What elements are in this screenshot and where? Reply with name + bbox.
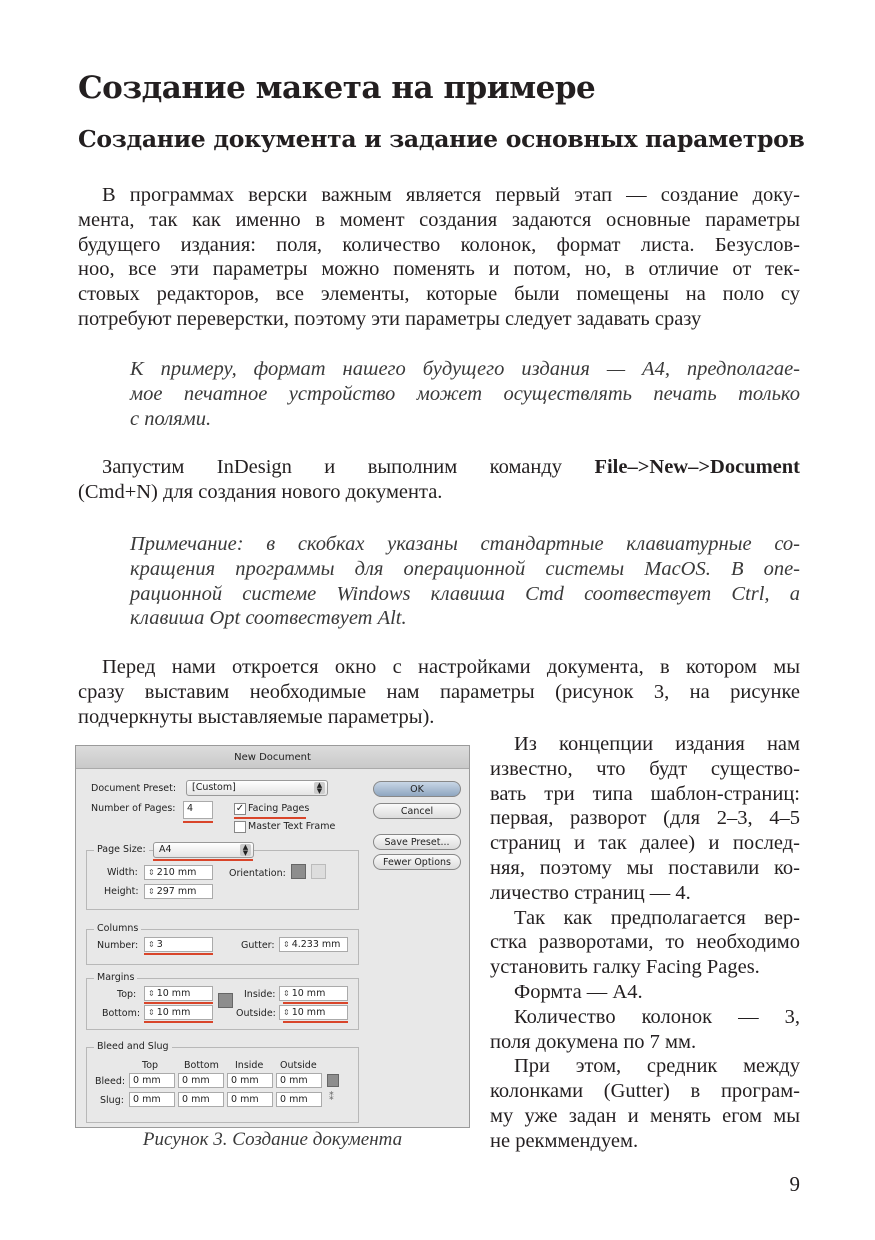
figure-caption: Рисунок 3. Создание документа [142,1129,403,1150]
number-of-pages-input[interactable]: 4 [183,801,213,819]
portrait-orientation-icon[interactable] [291,864,306,879]
text-line: подчеркнуты выставляемые параметры). [78,705,435,728]
highlight-underline [283,1021,348,1023]
bleed-slug-group-label: Bleed and Slug [94,1041,172,1052]
slug-outside-input[interactable]: 0 mm [276,1092,322,1107]
gutter-label: Gutter: [241,940,275,951]
number-of-pages-label: Number of Pages: [91,803,176,814]
paragraph-command [78,455,800,505]
input-value: 297 mm [156,886,197,897]
text-line: клавиша Opt соотвествует Alt. [130,607,407,630]
width-label: Width: [107,867,138,878]
text-line: колонками (Gutter) в програм- [490,1080,800,1103]
text-line: (Cmd+N) для создания нового документа. [78,480,443,503]
bleed-header-outside: Outside [280,1060,317,1071]
margin-inside-label: Inside: [244,989,276,1000]
margin-outside-input[interactable]: ⇕ 10 mm [279,1005,348,1020]
text-line: мента, так как именно в момент создания задаются основные параметры [78,208,800,231]
text-line: В программах верски важным является первый этап — создание доку- [102,184,800,206]
text-line: личество страниц — 4. [490,881,691,904]
text-line: рационной системе Windows клавиша Cmd соотвествует Ctrl, а [130,582,800,605]
master-text-frame-checkbox[interactable] [234,821,246,833]
bleed-outside-input[interactable]: 0 mm [276,1073,322,1088]
text-line: страниц и так далее) и послед- [490,832,800,855]
bleed-label: Bleed: [95,1076,126,1087]
section-title: Создание документа и задание основных параметров [78,125,805,153]
side-paragraph [490,732,800,906]
side-paragraph [490,1005,800,1055]
paragraph-intro [78,183,800,332]
page-title: Создание макета на примере [78,70,596,106]
slug-inside-input[interactable]: 0 mm [227,1092,273,1107]
input-value: 210 mm [156,867,197,878]
highlight-underline [144,1021,213,1023]
text-line: няя, поэтому мы поставили ко- [490,856,800,879]
height-input[interactable]: ⇕ 297 mm [144,884,213,899]
slug-label: Slug: [100,1095,124,1106]
chain-link-icon[interactable] [327,1074,339,1087]
text-line: стовых редакторов, все элементы, которые были помещены на поло су [78,283,800,306]
text-span: Запустим InDesign и выполним команду [102,456,563,478]
document-preset-label: Document Preset: [91,783,177,794]
facing-pages-label: Facing Pages [248,803,310,814]
columns-number-input[interactable]: ⇕ 3 [144,937,213,952]
highlight-underline [283,1002,348,1004]
side-column [490,732,800,1154]
height-label: Height: [104,886,139,897]
input-value: 10 mm [291,988,326,999]
text-line: кращения программы для операционной системы MacOS. В опе- [130,557,800,580]
margin-inside-input[interactable]: ⇕ 10 mm [279,986,348,1001]
select-value: [Custom] [192,782,236,793]
highlight-underline [144,953,213,955]
text-line: Примечание: в скобках указаны стандартные клавиатурные со- [130,533,800,555]
highlight-underline [183,821,213,823]
margin-outside-label: Outside: [236,1008,276,1019]
slug-bottom-input[interactable]: 0 mm [178,1092,224,1107]
width-input[interactable]: ⇕ 210 mm [144,865,213,880]
text-line: будущего издания: поля, количество колонок, формат листа. Безуслов- [78,233,800,256]
chain-link-broken-icon[interactable]: ⁑ [329,1092,334,1103]
bleed-header-inside: Inside [235,1060,264,1071]
bleed-header-bottom: Bottom [184,1060,219,1071]
side-paragraph [490,1054,800,1153]
chevron-updown-icon: ▲ ▼ [314,782,325,794]
text-line: Формта — А4. [514,980,643,1003]
input-value: 10 mm [291,1007,326,1018]
text-line: потребуют переверстки, поэтому эти параметры следует задавать сразу [78,307,702,330]
input-value: 10 mm [156,1007,191,1018]
margin-bottom-input[interactable]: ⇕ 10 mm [144,1005,213,1020]
bleed-header-top: Top [142,1060,159,1071]
text-line: Количество колонок — 3, [514,1005,800,1028]
margin-bottom-label: Bottom: [102,1008,141,1019]
margin-top-label: Top: [117,989,137,1000]
cancel-button[interactable]: Cancel [373,803,461,819]
page-size-select[interactable] [153,842,254,858]
text-line: К примеру, формат нашего будущего издания — А4, предполагае- [130,358,800,380]
input-value: 4.233 mm [291,939,341,950]
text-line: установить галку Facing Pages. [490,956,760,979]
new-document-dialog [75,745,470,1128]
bleed-bottom-input[interactable]: 0 mm [178,1073,224,1088]
page-number: 9 [789,1172,800,1196]
text-line: с полями. [130,407,212,430]
text-line: стка разворотами, то необходимо [490,931,800,954]
input-value: 3 [156,939,163,950]
menu-command: File–>New–>Document [594,456,800,478]
text-line: Так как предполагается вер- [514,906,800,929]
columns-group-label: Columns [94,923,141,934]
highlight-underline [234,817,306,819]
text-line: му уже задан и менять егом мы [490,1104,800,1127]
margin-top-input[interactable]: ⇕ 10 mm [144,986,213,1001]
chain-link-icon[interactable] [218,993,233,1008]
input-value: 10 mm [156,988,191,999]
bleed-inside-input[interactable]: 0 mm [227,1073,273,1088]
select-value: A4 [159,844,172,855]
highlight-underline [144,1002,213,1004]
slug-top-input[interactable]: 0 mm [129,1092,175,1107]
text-line: Перед нами откроется окно с настройками документа, в котором мы [102,656,800,678]
text-line: ноо, все эти параметры можно поменять и потом, но, в отличие от тек- [78,258,800,281]
note-block [130,532,800,631]
text-line: вать три типа шаблон-страниц: [490,782,800,805]
master-text-frame-label: Master Text Frame [248,821,336,832]
chevron-updown-icon: ▲ ▼ [240,844,251,856]
orientation-label: Orientation: [229,868,286,879]
fewer-options-button[interactable]: Fewer Options [373,854,461,870]
text-line: поля докумена по 7 мм. [490,1030,697,1053]
text-line: Из концепции издания нам [514,733,800,755]
bleed-top-input[interactable]: 0 mm [129,1073,175,1088]
side-paragraph [490,980,800,1005]
paragraph-dialog-intro [78,655,800,729]
gutter-input[interactable]: ⇕ 4.233 mm [279,937,348,952]
document-preset-select[interactable] [186,780,328,796]
dialog-title: New Document [76,746,469,769]
facing-pages-checkbox[interactable]: ✓ [235,803,245,814]
text-line [78,455,800,480]
text-line: первая, разворот (для 2–3, 4–5 [490,807,800,830]
text-line: При этом, средник между [514,1055,800,1078]
columns-number-label: Number: [97,940,139,951]
margins-group-label: Margins [94,972,137,983]
text-line: сразу выставим необходимые нам параметры (рисунок 3, на рисунке [78,680,800,703]
highlight-underline [153,859,253,861]
landscape-orientation-icon[interactable] [311,864,326,879]
text-line: известно, что будт существо- [490,757,800,780]
save-preset-button[interactable]: Save Preset... [373,834,461,850]
side-paragraph [490,906,800,980]
ok-button[interactable]: OK [373,781,461,797]
example-block [130,357,800,431]
page-size-label: Page Size: [94,844,149,855]
text-line: не рекммендуем. [490,1129,639,1152]
text-line: мое печатное устройство может осуществлять печать только [130,382,800,405]
